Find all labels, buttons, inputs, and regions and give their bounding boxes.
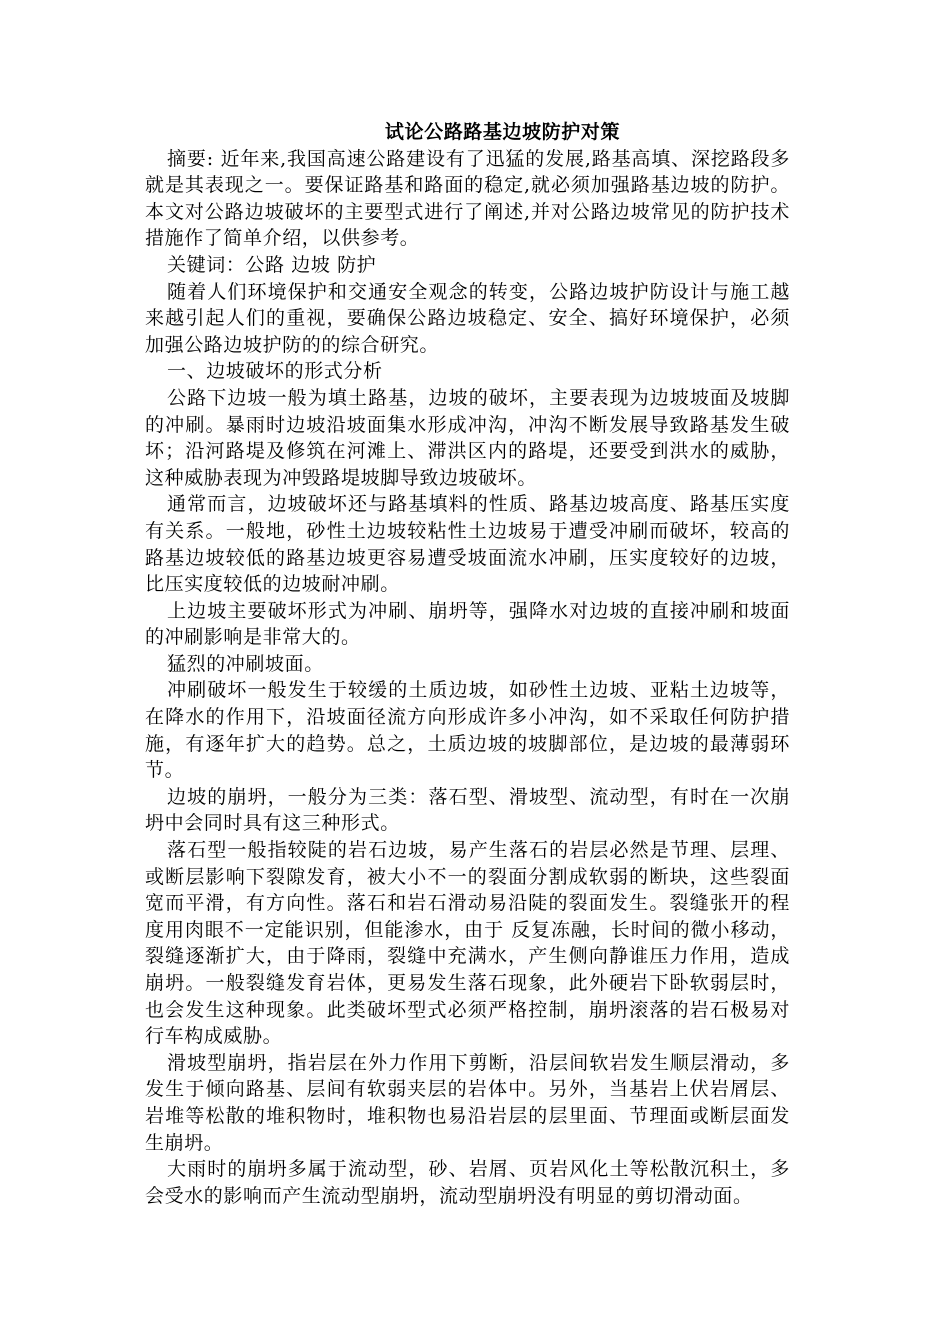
body-paragraph: 滑坡型崩坍，指岩层在外力作用下剪断，沿层间软岩发生顺层滑动，多发生于倾向路基、层间有软弱夹层的岩体中。另外，当基岩上伏岩屑层、岩堆等松散的堆积物时，堆积物也易沿岩层的层里面、节理面或断层面发生崩坍。 — [145, 1051, 790, 1154]
body-paragraph: 冲刷破坏一般发生于较缓的土质边坡，如砂性土边坡、亚粘土边坡等，在降水的作用下，沿坡面径流方向形成许多小冲沟，如不采取任何防护措施，有逐年扩大的趋势。总之，土质边坡的坡脚部位，是边坡的最薄弱环节。 — [145, 679, 790, 782]
body-paragraph: 通常而言，边坡破坏还与路基填料的性质、路基边坡高度、路基压实度有关系。一般地，砂性土边坡较粘性土边坡易于遭受冲刷而破坏，较高的路基边坡较低的路基边坡更容易遭受坡面流水冲刷，压实度较好的边坡，比压实度较低的边坡耐冲刷。 — [145, 493, 790, 596]
body-paragraph: 大雨时的崩坍多属于流动型，砂、岩屑、页岩风化土等松散沉积土，多会受水的影响而产生流动型崩坍，流动型崩坍没有明显的剪切滑动面。 — [145, 1158, 790, 1207]
body-paragraph: 边坡的崩坍，一般分为三类：落石型、滑坡型、流动型，有时在一次崩坍中会同时具有这三种形式。 — [145, 785, 790, 835]
section-heading: 一、边坡破坏的形式分析 — [167, 360, 383, 383]
document-title: 试论公路路基边坡防护对策 — [384, 121, 621, 143]
body-paragraph: 上边坡主要破坏形式为冲刷、崩坍等，强降水对边坡的直接冲刷和坡面的冲刷影响是非常大的。 — [145, 599, 790, 649]
body-paragraph: 公路下边坡一般为填土路基，边坡的破坏，主要表现为边坡坡面及坡脚的冲刷。暴雨时边坡沿坡面集水形成冲沟，冲沟不断发展导致路基发生破坏；沿河路堤及修筑在河滩上、滞洪区内的路堤，还要受到洪水的威胁，这种威胁表现为冲毁路堤坡脚导致边坡破坏。 — [145, 386, 790, 489]
document-page — [145, 119, 790, 1209]
body-paragraph: 猛烈的冲刷坡面。 — [167, 652, 324, 675]
body-paragraph: 落石型一般指较陡的岩石边坡，易产生落石的岩层必然是节理、层理、或断层影响下裂隙发育，被大小不一的裂面分割成软弱的断块，这些裂面宽而平滑，有方向性。落石和岩石滑动易沿陡的裂面发生。裂缝张开的程度用肉眼不一定能识别，但能渗水，由于 反复冻融，长时间的微小移动，裂缝逐渐扩大，由于降雨，裂缝中充满水，产生侧向静谁压力作用，造成崩坍。一般裂缝发育岩体，更易发生落石现象，此外硬岩下卧软弱层时，也会发生这种现象。此类破坏型式必须严格控制，崩坍滚落的岩石极易对行车构成威胁。 — [145, 839, 790, 1048]
body-paragraph: 随着人们环境保护和交通安全观念的转变，公路边坡护防设计与施工越来越引起人们的重视，要确保公路边坡稳定、安全、搞好环境保护，必须加强公路边坡护防的的综合研究。 — [145, 280, 790, 356]
abstract-paragraph: 摘要: 近年来,我国高速公路建设有了迅猛的发展,路基高填、深挖路段多就是其表现之一。要保证路基和路面的稳定,就必须加强路基边坡的防护。本文对公路边坡破坏的主要型式进行了阐述,并对公路边坡常见的防护技术措施作了简单介绍，以供参考。 — [145, 147, 790, 250]
keywords-line: 关键词：公路 边坡 防护 — [167, 253, 377, 276]
